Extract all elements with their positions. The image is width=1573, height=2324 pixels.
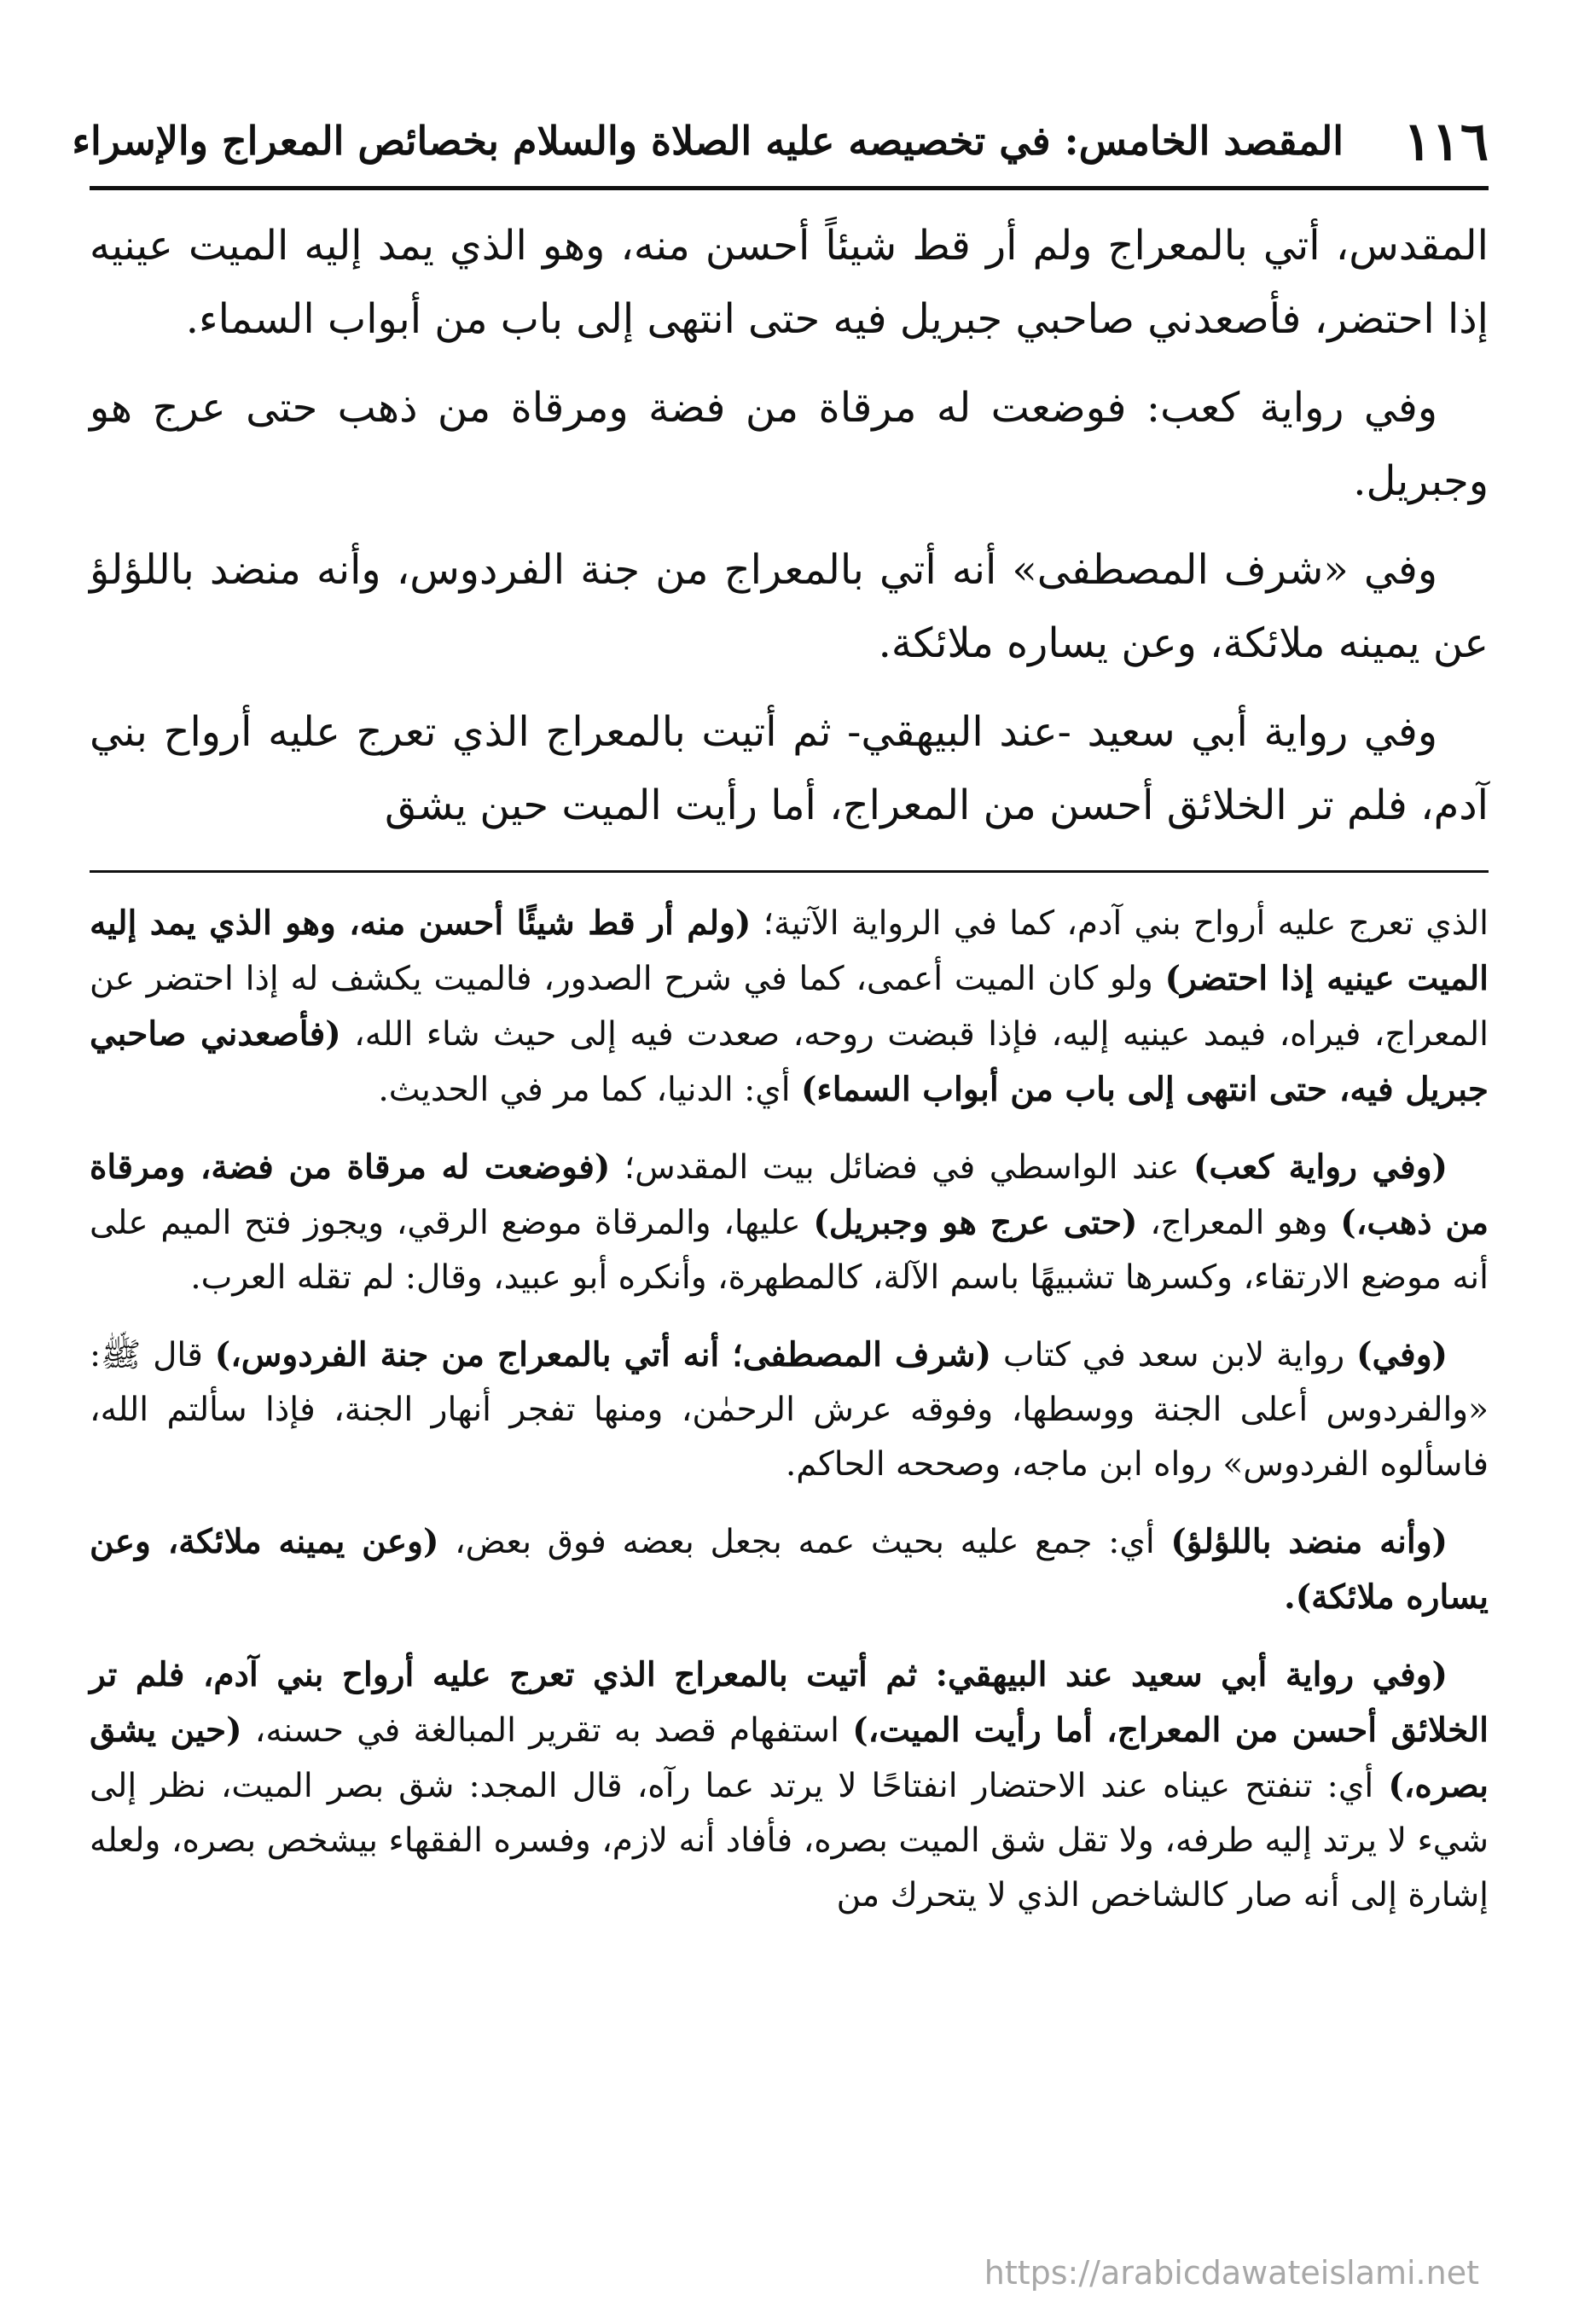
- quoted-phrase: (وفي رواية كعب): [1193, 1147, 1448, 1187]
- quoted-phrase: (فأصعدني صاحبي جبريل فيه، حتى انتهى إلى باب من أبواب السماء): [90, 1014, 1489, 1109]
- commentary-run: رواية لابن سعد في كتاب: [991, 1336, 1357, 1374]
- header-rule: [90, 186, 1489, 190]
- main-paragraph: وفي رواية أبي سعيد -عند البيهقي- ثم أتيت بالمعراج الذي تعرج عليه أرواح بني آدم، فلم تر الخلائق أحسن من المعراج، أما رأيت الميت حين يشق: [90, 708, 1489, 829]
- page-number: ١١٦: [1403, 109, 1489, 172]
- main-paragraph: وفي رواية كعب: فوضعت له مرقاة من فضة ومرقاة من ذهب حتى عرج هو وجبريل.: [90, 384, 1489, 505]
- watermark-url: https://arabicdawateislami.net: [984, 2254, 1479, 2292]
- commentary-paragraph: [90, 1514, 1489, 1625]
- commentary-run: عند الواسطي في فضائل بيت المقدس؛: [610, 1148, 1193, 1187]
- quoted-phrase: (وفي رواية أبي سعيد عند البيهقي: ثم أتيت بالمعراج الذي تعرج عليه أرواح بني آدم، فلم تر الخلائق أحسن من المعراج، أما رأيت الميت،): [90, 1655, 1489, 1750]
- quoted-phrase: (شرف المصطفى؛ أنه أتي بالمعراج من جنة الفردوس،): [214, 1335, 992, 1374]
- commentary-run: عليها، والمرقاة موضع الرقي، ويجوز فتح الميم على أنه موضع الارتقاء، وكسرها تشبيهًا باسم الآلة، كالمطهرة، وأنكره أبو عبيد، وقال: لم تقله العرب.: [90, 1204, 1489, 1297]
- page-header: [72, 102, 1489, 179]
- commentary-paragraph: [90, 896, 1489, 1118]
- commentary-run: الذي تعرج عليه أرواح بني آدم، كما في الرواية الآتية؛: [751, 904, 1489, 943]
- commentary-paragraph: [90, 1647, 1489, 1923]
- quoted-phrase: (ولم أر قط شيئًا أحسن منه، وهو الذي يمد إليه الميت عينيه إذا احتضر): [90, 903, 1489, 998]
- main-paragraph: وفي «شرف المصطفى» أنه أتي بالمعراج من جنة الفردوس، وأنه منضد باللؤلؤ عن يمينه ملائكة، وعن يساره ملائكة.: [90, 546, 1489, 667]
- footnote-divider: [90, 870, 1489, 873]
- quoted-phrase: (وفي): [1356, 1335, 1448, 1374]
- quoted-phrase: (فوضعت له مرقاة من فضة، ومرقاة من ذهب،): [90, 1147, 1489, 1242]
- quoted-phrase: (حين يشق بصره،): [90, 1711, 1489, 1805]
- commentary-run: أي: الدنيا، كما مر في الحديث.: [378, 1071, 801, 1109]
- quoted-phrase: (حتى عرج هو وجبريل): [813, 1203, 1138, 1242]
- commentary-run: قال ﷺ: «والفردوس أعلى الجنة ووسطها، وفوقه عرش الرحمٰن، ومنها تفجر أنهار الجنة، فإذا سألتم الله، فاسألوه الفردوس» رواه ابن ماجه، وصححه الحاكم.: [90, 1336, 1489, 1484]
- running-title: المقصد الخامس: في تخصيصه عليه الصلاة والسلام بخصائص المعراج والإسراء: [72, 118, 1344, 164]
- commentary-section: [90, 896, 1489, 1945]
- main-text: [90, 209, 1489, 857]
- commentary-run: استفهام قصد به تقرير المبالغة في حسنه،: [241, 1711, 853, 1750]
- quoted-phrase: (وأنه منضد باللؤلؤ): [1170, 1522, 1448, 1561]
- commentary-paragraph: [90, 1328, 1489, 1492]
- commentary-run: ولو كان الميت أعمى، كما في شرح الصدور، فالميت يكشف له إذا احتضر عن المعراج، فيراه، فيمد عينيه إليه، فإذا قبضت روحه، صعدت فيه إلى حيث شاء الله،: [90, 960, 1489, 1054]
- quoted-phrase: (وعن يمينه ملائكة، وعن يساره ملائكة).: [90, 1522, 1489, 1617]
- commentary-run: وهو المعراج،: [1137, 1204, 1341, 1242]
- commentary-run: أي: جمع عليه بحيث عمه بجعل بعضه فوق بعض،: [438, 1523, 1171, 1561]
- main-paragraph: المقدس، أتي بالمعراج ولم أر قط شيئاً أحسن منه، وهو الذي يمد إليه الميت عينيه إذا احتضر، فأصعدني صاحبي جبريل فيه حتى انتهى إلى باب من أبواب السماء.: [90, 222, 1489, 343]
- commentary-paragraph: [90, 1140, 1489, 1305]
- commentary-run: أي: تنفتح عيناه عند الاحتضار انفتاحًا لا يرتد عما رآه، قال المجد: شق بصر الميت، نظر إلى شيء لا يرتد إليه طرفه، ولا تقل شق الميت بصره، فأفاد أنه لازم، وفسره الفقهاء بيشخص بصره، ولعله إشارة إلى أنه صار كالشاخص الذي لا يتحرك من: [90, 1767, 1489, 1914]
